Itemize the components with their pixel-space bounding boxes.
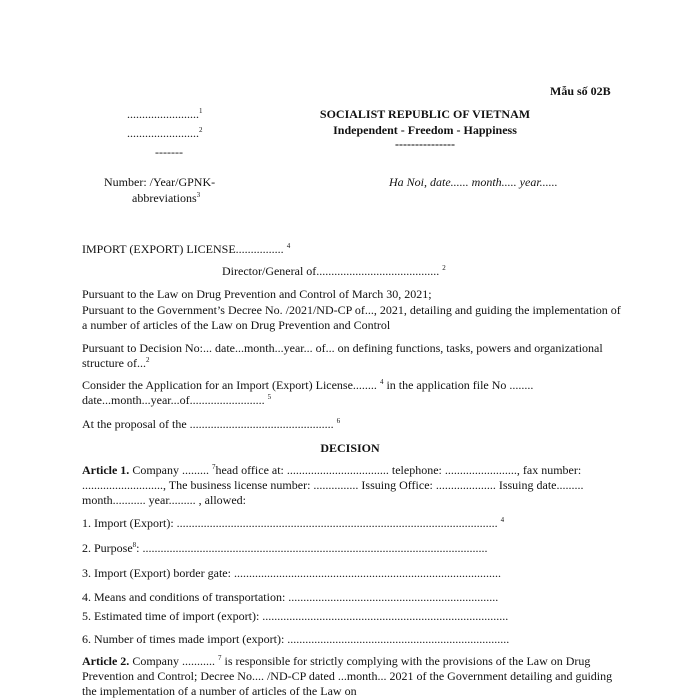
pursuant-law: Pursuant to the Law on Drug Prevention and Control of March 30, 2021;: [82, 287, 432, 301]
left-header-rule: -------: [155, 145, 183, 159]
pursuant-decree: Pursuant to the Government’s Decree No. /2021/ND-CP of..., 2021, detailing and guiding the implementation of a number of articles of the Law on Drug Prevention and Control: [82, 303, 621, 332]
item-6: 6. Number of times made import (export): ..........................................................................: [82, 632, 510, 646]
license-number-abbrev: abbreviations$^3$: [132, 191, 201, 205]
agency-line-1: ........................$^1$: [127, 107, 203, 121]
decision-heading: DECISION: [320, 441, 380, 455]
license-title: IMPORT (EXPORT) LICENSE................ $^4$: [82, 242, 291, 256]
article-1: Article 1. Company ......... $^7$head office at: .................................. telephone: ........................, fax number: ..........................., The business license number: ............... Issuing Office: .................... Issuing date......... month........... year......... , allowed:: [82, 463, 584, 507]
article-2-label: Article 2.: [82, 654, 130, 668]
consider-application: Consider the Application for an Import (Export) License........ $^4$ in the application file No ........ date...month...year...of......................... $^5$: [82, 378, 534, 407]
article-2: Article 2. Company ........... $^7$ is responsible for strictly complying with the provisions of the Law on Drug Prevention and Control; Decree No.... /ND-CP dated ...month... 2021 of the Government detailing and guiding the implementation of a number of articles of the Law on: [82, 654, 613, 698]
form-code: Mẫu số 02B: [550, 84, 611, 98]
pursuant-decision: Pursuant to Decision No:... date...month...year... of... on defining functions, tasks, powers and organizational structure of...$^2$: [82, 341, 603, 370]
national-motto: Independent - Freedom - Happiness: [333, 123, 517, 137]
license-number-label: Number: /Year/GPNK-: [104, 175, 216, 189]
article-1-label: Article 1.: [82, 463, 130, 477]
country-name: SOCIALIST REPUBLIC OF VIETNAM: [319, 107, 531, 121]
right-header-rule: ---------------: [395, 137, 455, 151]
agency-line-2: ........................$^2$: [127, 126, 203, 140]
place-date: Ha Noi, date...... month..... year......: [389, 175, 558, 189]
item-1: 1. Import (Export): ........................................................................................................... $^4$: [82, 516, 505, 530]
director-line: Director/General of......................................... $^2$: [222, 264, 446, 278]
item-4: 4. Means and conditions of transportation: ......................................................................: [82, 590, 499, 604]
item-5: 5. Estimated time of import (export): ..................................................................................: [82, 609, 509, 623]
item-3: 3. Import (Export) border gate: .........................................................................................: [82, 566, 501, 580]
proposal-line: At the proposal of the ................................................ $^6$: [82, 417, 341, 431]
item-2: 2. Purpose$^8$: ...................................................................................................................: [82, 541, 488, 555]
